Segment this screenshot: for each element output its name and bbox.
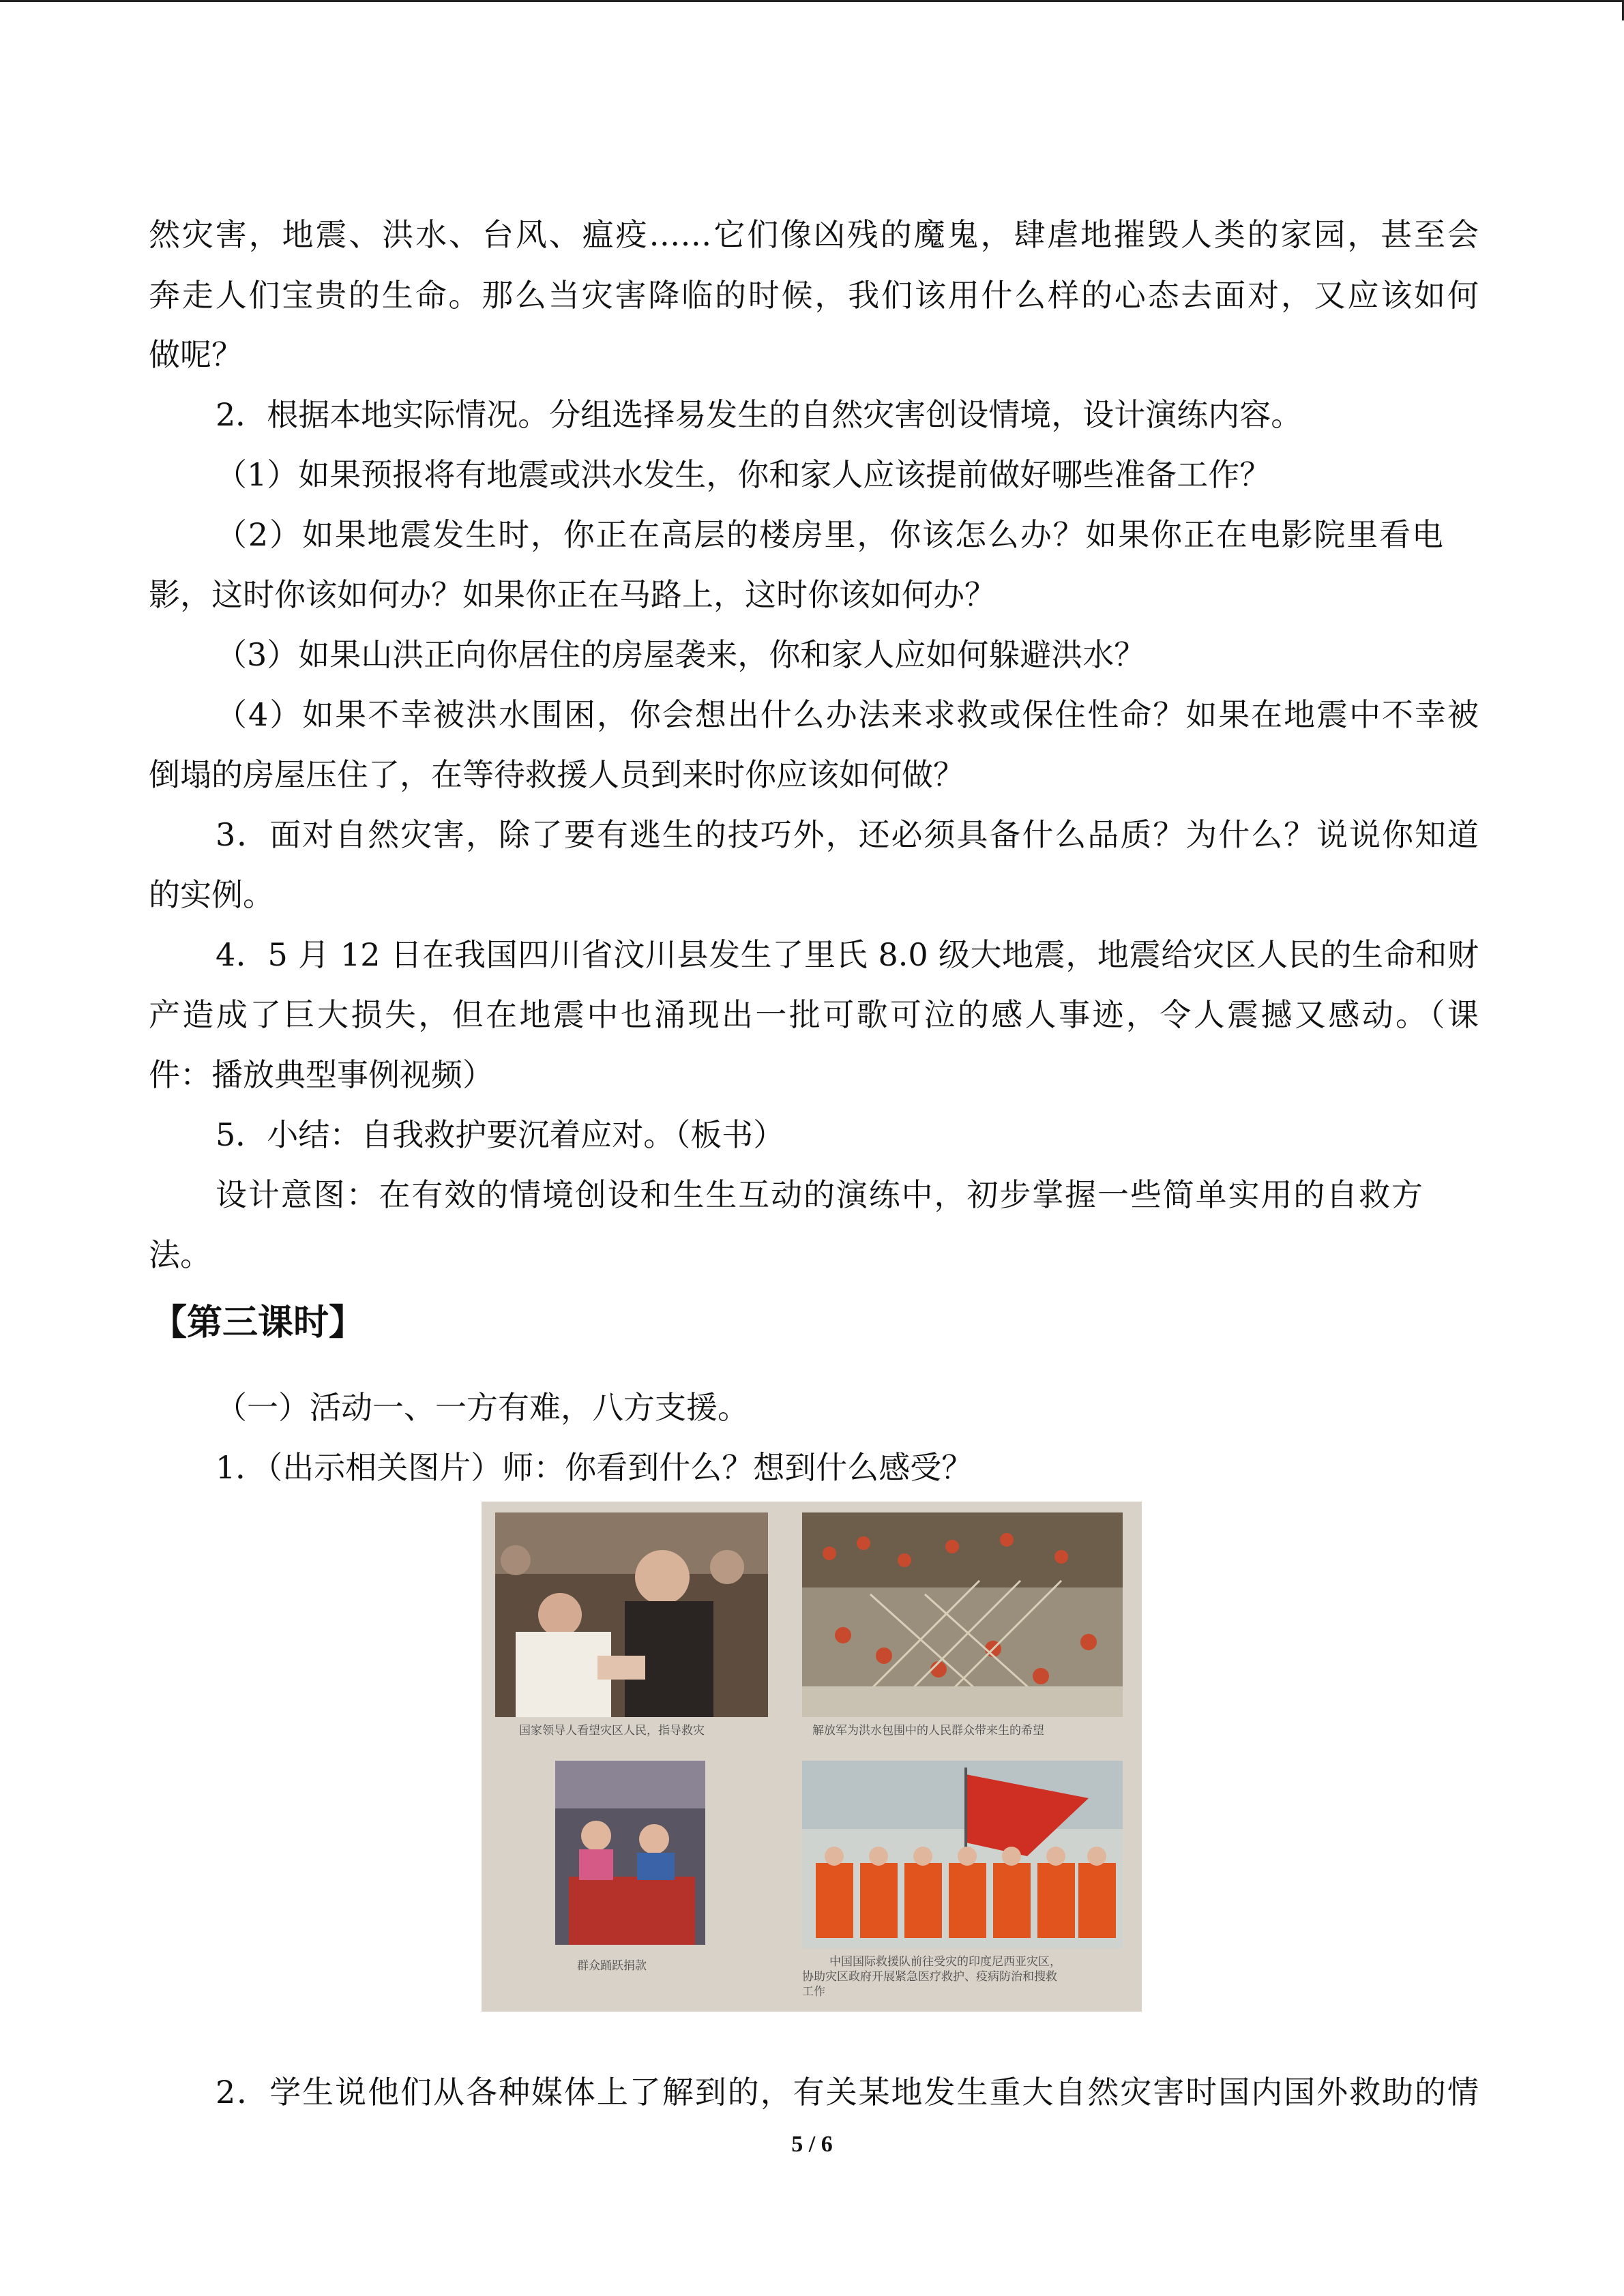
caption: 协助灾区政府开展紧急医疗救护、疫病防治和搜救 bbox=[802, 1970, 1057, 1984]
caption: 解放军为洪水包围中的人民群众带来生的希望 bbox=[812, 1724, 1044, 1738]
top-border bbox=[0, 0, 1624, 2]
paragraph-line: 影，这时你该如何办？如果你正在马路上，这时你该如何办？ bbox=[149, 576, 996, 613]
page-number: 5 / 6 bbox=[791, 2132, 833, 2157]
paragraph-line: 然灾害，地震、洪水、台风、瘟疫……它们像凶残的魔鬼，肆虐地摧毁人类的家园，甚至会 bbox=[149, 216, 1479, 253]
caption: 国家领导人看望灾区人民，指导救灾 bbox=[519, 1724, 705, 1738]
paragraph-line: 件：播放典型事例视频） bbox=[149, 1056, 494, 1093]
paragraph-line: 奔走人们宝贵的生命。那么当灾害降临的时候，我们该用什么样的心态去面对，又应该如何 bbox=[149, 277, 1479, 314]
paragraph-line: （4）如果不幸被洪水围困，你会想出什么办法来求救或保住性命？如果在地震中不幸被 bbox=[216, 696, 1479, 733]
paragraph-line: 产造成了巨大损失，但在地震中也涌现出一批可歌可泣的感人事迹，令人震撼又感动。（课 bbox=[149, 996, 1479, 1033]
textbook-photo bbox=[482, 1502, 1142, 2012]
section-heading: 【第三课时】 bbox=[151, 1302, 365, 1343]
caption: 群众踊跃捐款 bbox=[577, 1959, 647, 1973]
photo-flood-rescue bbox=[802, 1512, 1123, 1717]
caption: 中国国际救援队前往受灾的印度尼西亚灾区， bbox=[829, 1955, 1061, 1969]
paragraph-line: 的实例。 bbox=[149, 876, 274, 913]
photo-leader-visit bbox=[495, 1512, 768, 1717]
paragraph-line: 5．小结：自我救护要沉着应对。（板书） bbox=[216, 1116, 785, 1153]
paragraph-line: （2）如果地震发生时，你正在高层的楼房里，你该怎么办？如果你正在电影院里看电 bbox=[216, 516, 1443, 553]
photo-donation bbox=[555, 1761, 705, 1945]
paragraph-line: （1）如果预报将有地震或洪水发生，你和家人应该提前做好哪些准备工作？ bbox=[216, 456, 1271, 493]
paragraph-line: 设计意图：在有效的情境创设和生生互动的演练中，初步掌握一些简单实用的自救方 bbox=[216, 1176, 1423, 1213]
paragraph-line: 做呢？ bbox=[149, 336, 243, 373]
paragraph-line: （3）如果山洪正向你居住的房屋袭来，你和家人应如何躲避洪水？ bbox=[216, 636, 1146, 673]
paragraph-line: 2．根据本地实际情况。分组选择易发生的自然灾害创设情境，设计演练内容。 bbox=[216, 396, 1303, 433]
paragraph-line: 2．学生说他们从各种媒体上了解到的，有关某地发生重大自然灾害时国内国外救助的情 bbox=[216, 2074, 1479, 2111]
caption: 工作 bbox=[802, 1985, 825, 1999]
paragraph-line: 1．（出示相关图片）师：你看到什么？想到什么感受？ bbox=[216, 1449, 973, 1486]
paragraph-line: 法。 bbox=[149, 1236, 211, 1273]
paragraph-line: 倒塌的房屋压住了，在等待救援人员到来时你应该如何做？ bbox=[149, 756, 964, 793]
paragraph-line: 3．面对自然灾害，除了要有逃生的技巧外，还必须具备什么品质？为什么？说说你知道 bbox=[216, 816, 1479, 853]
paragraph-line: （一）活动一、一方有难，八方支援。 bbox=[216, 1389, 749, 1426]
paragraph-line: 4．5 月 12 日在我国四川省汶川县发生了里氏 8.0 级大地震，地震给灾区人民的生命和财 bbox=[216, 936, 1479, 973]
photo-rescue-team bbox=[802, 1761, 1123, 1948]
